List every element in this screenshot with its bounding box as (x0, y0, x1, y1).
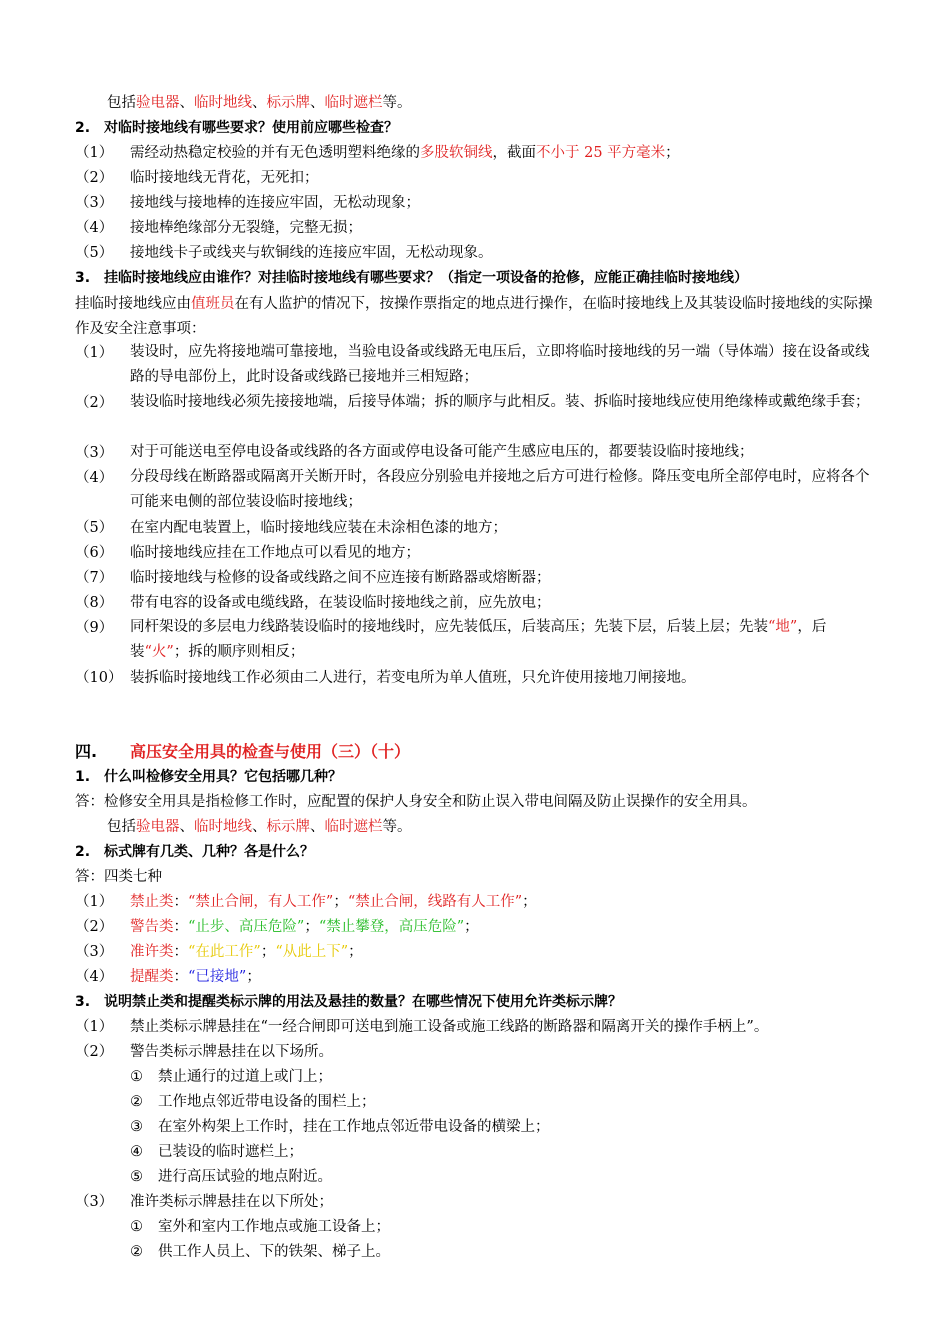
highlight-text: “地” (768, 619, 798, 635)
item-number: （3） (75, 195, 114, 211)
text: ： (173, 919, 188, 935)
sign-text: “禁止合闸，有人工作” (188, 894, 334, 910)
list-item-text: 装设临时接地线必须先接接地端，后接导体端；拆的顺序与此相反。装、拆临时接地线应使用绝缘棒或戴绝缘手套； (130, 394, 870, 410)
sub-item (130, 1091, 376, 1113)
text: ； (665, 145, 680, 161)
question-heading: 2. 对临时接地线有哪些要求？使用前应哪些检查？ (75, 120, 399, 136)
highlight-text: “火” (144, 644, 174, 660)
text: 临时接地线无背花，无死扣； (130, 170, 319, 186)
circled-number: ② (130, 1094, 143, 1110)
item-number: （1） (75, 1019, 114, 1035)
text: 、 (179, 819, 194, 835)
sign-item (75, 941, 885, 963)
text: 禁止通行的过道上或门上； (158, 1069, 332, 1085)
list-item (75, 1041, 885, 1063)
highlight-text: 临时地线 (194, 819, 252, 835)
sub-item (130, 1241, 390, 1263)
text: ； (348, 944, 363, 960)
text: ； (260, 944, 276, 960)
item-number: （2） (75, 170, 114, 186)
sign-category: 禁止类 (130, 894, 174, 910)
text: 等。 (382, 819, 412, 835)
text: 装拆临时接地线工作必须由二人进行，若变电所为单人值班，只允许使用接地刀闸接地。 (130, 670, 696, 686)
circled-number: ① (130, 1219, 143, 1235)
item-number: （1） (75, 345, 114, 361)
text: 、 (310, 819, 325, 835)
text: 警告类标示牌悬挂在以下场所。 (130, 1044, 333, 1060)
text: 同杆架设的多层电力线路装设临时的接地线时，应先装低压，后装高压；先装下层，后装上层；先装 (130, 619, 768, 635)
item-number: （2） (75, 1044, 114, 1060)
text: ，后装 (130, 619, 827, 660)
sign-text: “止步、高压危险” (188, 919, 305, 935)
sub-item (130, 1141, 303, 1163)
list-item-text: 对于可能送电至停电设备或线路的各方面或停电设备可能产生感应电压的，都要装设临时接地线； (130, 444, 754, 460)
text: 室外和室内工作地点或施工设备上； (158, 1219, 390, 1235)
list-item (75, 167, 885, 189)
text: ； (304, 919, 319, 935)
sign-text: “在此工作” (188, 944, 261, 960)
item-number: （3） (75, 1194, 114, 1210)
sub-item (130, 1216, 390, 1238)
intro-tools-line (107, 92, 917, 114)
text: ： (173, 944, 188, 960)
answer-text: 答：检修安全用具是指检修工作时，应配置的保护人身安全和防止误入带电间隔及防止误操作的安全用具。 (75, 794, 757, 810)
item-number: （2） (75, 395, 114, 411)
item-number: （4） (75, 470, 114, 486)
highlight-text: 临时遮栏 (324, 95, 383, 111)
text: 在室外构架上工作时，挂在工作地点邻近带电设备的横梁上； (158, 1119, 550, 1135)
text: 临时接地线应挂在工作地点可以看见的地方； (130, 545, 420, 561)
highlight-text: 验电器 (136, 95, 180, 111)
text: 临时接地线与检修的设备或线路之间不应连接有断路器或熔断器； (130, 570, 551, 586)
item-number: （8） (75, 595, 114, 611)
sub-item (130, 1166, 332, 1188)
sign-text: “已接地” (188, 969, 247, 985)
sub-item (130, 1066, 332, 1088)
list-item (75, 192, 885, 214)
text: 包括 (107, 819, 136, 835)
text: 已装设的临时遮栏上； (158, 1144, 303, 1160)
item-number: （10） (75, 670, 123, 686)
text: 禁止类标示牌悬挂在“一经合闸即可送电到施工设备或施工线路的断路器和隔离开关的操作手柄上”。 (130, 1019, 769, 1035)
item-number: （3） (75, 445, 114, 461)
highlight-text: 验电器 (136, 819, 180, 835)
text: 、 (310, 95, 325, 111)
sign-item (75, 891, 885, 913)
answer-text: 答：四类七种 (75, 869, 162, 885)
text: ： (173, 894, 188, 910)
text: 供工作人员上、下的铁架、梯子上。 (158, 1244, 390, 1260)
item-number: （4） (75, 220, 114, 236)
list-item (75, 217, 885, 239)
list-item (75, 667, 885, 689)
question-heading: 3. 挂临时接地线应由谁作？对挂临时接地线有哪些要求？（指定一项设备的抢修，应能正确挂临时接地线） (75, 270, 749, 286)
text: ；拆的顺序则相反； (173, 644, 305, 660)
circled-number: ② (130, 1244, 143, 1260)
list-item (75, 592, 885, 614)
list-item (75, 1191, 885, 1213)
text: 、 (179, 95, 194, 111)
list-item-text (130, 615, 880, 665)
list-item (75, 142, 885, 164)
item-number: （4） (75, 969, 114, 985)
list-item-text: 分段母线在断路器或隔离开关断开时，各段应分别验电并接地之后方可进行检修。降压变电所全部停电时，应将各个可能来电侧的部位装设临时接地线； (130, 469, 870, 510)
text: ： (173, 969, 188, 985)
text: 在有人监护的情况下，按操作票指定的地点进行操作，在临时接地线上及其装设临时接地线的实际操作及安全注意事项： (75, 296, 873, 337)
sign-item (75, 916, 885, 938)
highlight-text: 值班员 (191, 296, 235, 312)
highlight-text: 临时遮栏 (324, 819, 383, 835)
highlight-text: 标示牌 (266, 95, 310, 111)
sign-category: 提醒类 (130, 969, 174, 985)
circled-number: ④ (130, 1144, 143, 1160)
circled-number: ③ (130, 1119, 143, 1135)
text: 包括 (107, 95, 136, 111)
paragraph (75, 292, 885, 342)
circled-number: ① (130, 1069, 143, 1085)
list-item (75, 567, 885, 589)
item-number: （1） (75, 894, 114, 910)
text: 等。 (382, 95, 412, 111)
sign-category: 准许类 (130, 944, 174, 960)
text: 准许类标示牌悬挂在以下所处； (130, 1194, 333, 1210)
list-item (75, 542, 885, 564)
question-heading: 2. 标式牌有几类、几种？各是什么？ (75, 844, 315, 860)
text: ； (464, 919, 479, 935)
text: 挂临时接地线应由 (75, 296, 191, 312)
highlight-text: 多股软铜线 (420, 145, 493, 161)
text: ； (246, 969, 261, 985)
item-number: （1） (75, 145, 114, 161)
sign-text: “禁止攀登，高压危险” (318, 919, 465, 935)
sub-item (130, 1116, 550, 1138)
item-number: （2） (75, 919, 114, 935)
list-item (75, 517, 885, 539)
list-item-text: 装设时，应先将接地端可靠接地，当验电设备或线路无电压后，立即将临时接地线的另一端（导体端）接在设备或线路的导电部份上，此时设备或线路已接地并三相短路； (130, 344, 870, 385)
circled-number: ⑤ (130, 1169, 143, 1185)
tools-line (107, 816, 917, 838)
highlight-text: 临时地线 (194, 95, 252, 111)
section-title: 高压安全用具的检查与使用（三）（十） (130, 742, 411, 761)
item-number: （5） (75, 520, 114, 536)
text: 接地线卡子或线夹与软铜线的连接应牢固，无松动现象。 (130, 245, 493, 261)
text: 接地线与接地棒的连接应牢固，无松动现象； (130, 195, 420, 211)
item-number: （9） (75, 620, 114, 636)
sign-text: “从此上下” (275, 944, 349, 960)
list-item (75, 1016, 885, 1038)
item-number: （3） (75, 944, 114, 960)
list-item (75, 242, 885, 264)
text: 需经动热稳定校验的并有无色透明塑料绝缘的 (130, 145, 420, 161)
section-heading (75, 741, 885, 763)
highlight-text: 不小于 25 平方毫米 (536, 145, 666, 161)
text: 带有电容的设备或电缆线路，在装设临时接地线之前，应先放电； (130, 595, 551, 611)
item-number: （5） (75, 245, 114, 261)
text: 工作地点邻近带电设备的围栏上； (158, 1094, 376, 1110)
question-heading: 1. 什么叫检修安全用具？它包括哪几种？ (75, 769, 343, 785)
text: ； (333, 894, 348, 910)
highlight-text: 标示牌 (266, 819, 310, 835)
sign-text: “禁止合闸，线路有人工作” (347, 894, 523, 910)
text: 、 (252, 95, 267, 111)
question-heading: 3. 说明禁止类和提醒类标示牌的用法及悬挂的数量？在哪些情况下使用允许类标示牌？ (75, 994, 623, 1010)
item-number: （7） (75, 570, 114, 586)
text: ； (522, 894, 537, 910)
text: 在室内配电装置上，临时接地线应装在未涂相色漆的地方； (130, 520, 507, 536)
item-number: （6） (75, 545, 114, 561)
sign-item (75, 966, 885, 988)
sign-category: 警告类 (130, 919, 174, 935)
text: 、 (252, 819, 267, 835)
text: 接地棒绝缘部分无裂缝，完整无损； (130, 220, 362, 236)
text: 进行高压试验的地点附近。 (158, 1169, 332, 1185)
text: ，截面 (492, 145, 536, 161)
section-number: 四. (75, 742, 98, 761)
